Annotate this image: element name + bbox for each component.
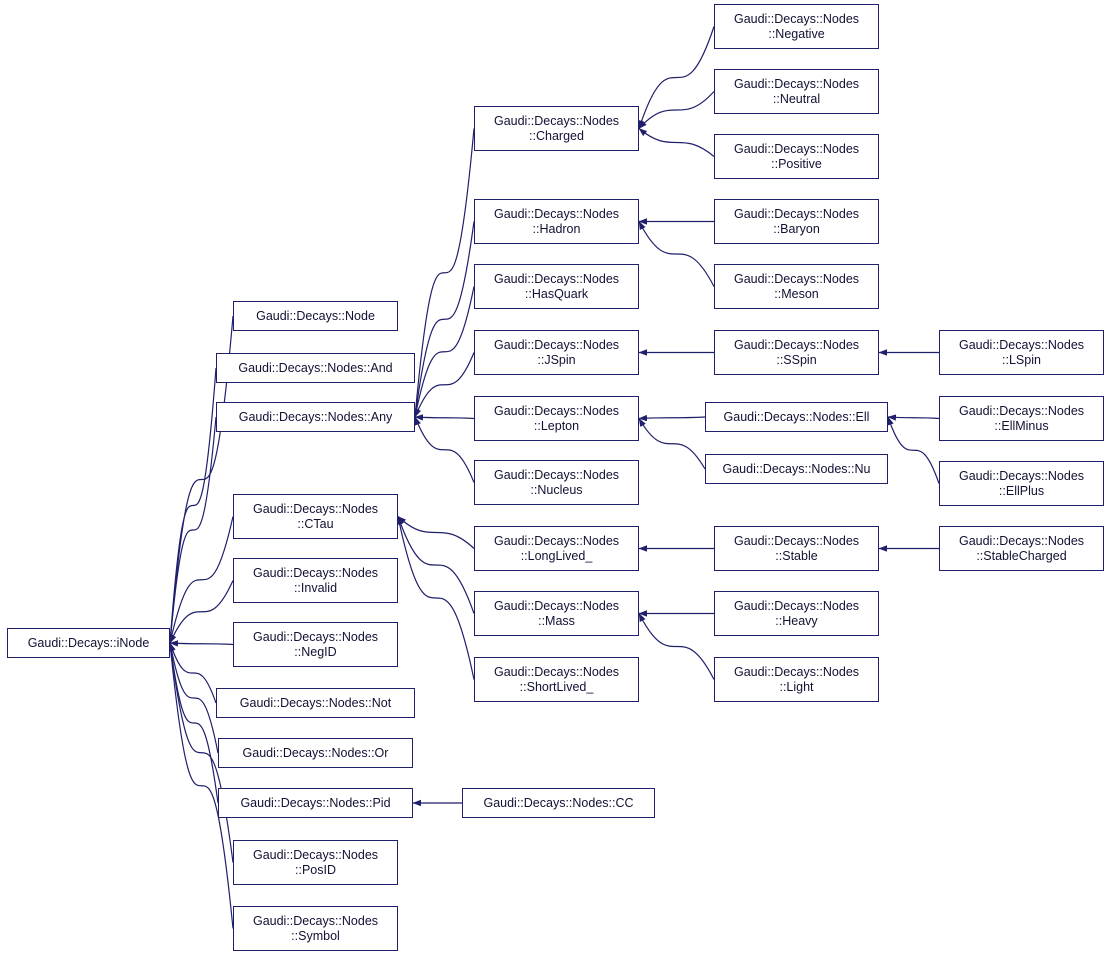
- class-node-sspin[interactable]: [714, 330, 879, 375]
- class-node-light[interactable]: [714, 657, 879, 702]
- class-node-invalid[interactable]: [233, 558, 398, 603]
- inheritance-edge: [170, 368, 216, 643]
- class-node-stablecharged[interactable]: [939, 526, 1104, 571]
- class-node-neutral[interactable]: [714, 69, 879, 114]
- class-node-label: Gaudi::Decays::Nodes: [493, 404, 620, 418]
- class-node-label: ::Baryon: [773, 221, 820, 236]
- class-node-label: ::JSpin: [537, 352, 576, 367]
- class-node-posid[interactable]: [233, 840, 398, 885]
- class-node-label: Gaudi::Decays::Nodes::Ell: [723, 409, 870, 424]
- class-node-ellplus[interactable]: [939, 461, 1104, 506]
- class-node-label: Gaudi::Decays::Nodes: [958, 469, 1085, 483]
- inheritance-edge: [170, 581, 233, 644]
- inheritance-edge: [888, 417, 939, 484]
- class-node-label: Gaudi::Decays::Nodes: [493, 468, 620, 482]
- class-node-label: ::Meson: [774, 286, 819, 301]
- class-node-negative[interactable]: [714, 4, 879, 49]
- class-node-hasquark[interactable]: [474, 264, 639, 309]
- class-node-node[interactable]: [233, 301, 398, 331]
- class-node-label: ::Neutral: [772, 91, 821, 106]
- class-node-label: ::LongLived_: [520, 548, 593, 563]
- class-node-longlived[interactable]: [474, 526, 639, 571]
- class-node-label: ::Light: [779, 679, 814, 694]
- class-node-baryon[interactable]: [714, 199, 879, 244]
- class-node-label: ::CTau: [297, 516, 334, 531]
- class-node-label: ::Lepton: [533, 418, 580, 433]
- class-node-label: Gaudi::Decays::Nodes::Or: [242, 745, 389, 760]
- class-node-label: ::EllPlus: [998, 483, 1045, 498]
- class-node-lepton[interactable]: [474, 396, 639, 441]
- inheritance-edge: [639, 614, 714, 680]
- class-node-label: ::HasQuark: [524, 286, 589, 301]
- class-node-label: ::EllMinus: [994, 418, 1049, 433]
- inheritance-edge: [170, 643, 218, 803]
- class-node-pid[interactable]: [218, 788, 413, 818]
- class-node-label: Gaudi::Decays::Nodes: [493, 338, 620, 352]
- class-node-charged[interactable]: [474, 106, 639, 151]
- class-node-label: Gaudi::Decays::Nodes: [733, 665, 860, 679]
- inheritance-edge: [415, 287, 474, 418]
- class-node-label: Gaudi::Decays::iNode: [27, 635, 150, 650]
- class-node-mass[interactable]: [474, 591, 639, 636]
- class-node-label: ::Positive: [771, 156, 822, 171]
- class-node-label: Gaudi::Decays::Nodes: [958, 534, 1085, 548]
- class-node-label: Gaudi::Decays::Nodes::And: [238, 360, 393, 375]
- class-node-label: Gaudi::Decays::Nodes: [733, 207, 860, 221]
- class-node-label: ::Symbol: [291, 928, 340, 943]
- inheritance-edge: [639, 419, 705, 470]
- class-node-or[interactable]: [218, 738, 413, 768]
- class-node-label: Gaudi::Decays::Nodes: [252, 502, 379, 516]
- class-node-label: Gaudi::Decays::Nodes: [733, 142, 860, 156]
- class-node-not[interactable]: [216, 688, 415, 718]
- class-node-label: Gaudi::Decays::Nodes: [733, 338, 860, 352]
- class-node-any[interactable]: [216, 402, 415, 432]
- class-node-label: Gaudi::Decays::Node: [256, 308, 375, 323]
- class-node-positive[interactable]: [714, 134, 879, 179]
- class-node-label: Gaudi::Decays::Nodes: [493, 114, 620, 128]
- class-node-inode[interactable]: [7, 628, 170, 658]
- class-node-label: Gaudi::Decays::Nodes::CC: [483, 795, 634, 810]
- inheritance-edge: [415, 417, 474, 419]
- class-node-label: Gaudi::Decays::Nodes: [733, 534, 860, 548]
- class-node-nu[interactable]: [705, 454, 888, 484]
- inheritance-edge: [639, 27, 714, 129]
- inheritance-edge: [170, 643, 233, 645]
- class-node-heavy[interactable]: [714, 591, 879, 636]
- class-node-jspin[interactable]: [474, 330, 639, 375]
- class-node-ctau[interactable]: [233, 494, 398, 539]
- class-node-ellminus[interactable]: [939, 396, 1104, 441]
- class-node-label: ::NegID: [294, 644, 337, 659]
- class-node-negid[interactable]: [233, 622, 398, 667]
- class-node-and[interactable]: [216, 353, 415, 383]
- class-node-label: ::LSpin: [1002, 352, 1041, 367]
- inheritance-edge: [639, 129, 714, 157]
- class-node-label: Gaudi::Decays::Nodes: [252, 630, 379, 644]
- class-node-label: ::Hadron: [532, 221, 581, 236]
- class-node-label: ::Negative: [768, 26, 825, 41]
- class-node-label: ::SSpin: [776, 352, 817, 367]
- class-node-label: Gaudi::Decays::Nodes: [733, 12, 860, 26]
- inheritance-edge: [415, 222, 474, 418]
- class-node-hadron[interactable]: [474, 199, 639, 244]
- class-node-label: Gaudi::Decays::Nodes: [493, 207, 620, 221]
- class-node-label: Gaudi::Decays::Nodes: [493, 534, 620, 548]
- inheritance-edge: [170, 517, 233, 644]
- class-node-ell[interactable]: [705, 402, 888, 432]
- inheritance-edge: [170, 417, 216, 643]
- class-node-label: ::StableCharged: [976, 548, 1067, 563]
- class-node-label: Gaudi::Decays::Nodes: [493, 665, 620, 679]
- class-node-label: Gaudi::Decays::Nodes: [733, 599, 860, 613]
- class-node-label: Gaudi::Decays::Nodes: [733, 77, 860, 91]
- class-node-label: Gaudi::Decays::Nodes: [958, 404, 1085, 418]
- inheritance-edge: [398, 517, 474, 614]
- class-node-label: ::ShortLived_: [519, 679, 594, 694]
- inheritance-edge: [170, 643, 216, 703]
- class-node-meson[interactable]: [714, 264, 879, 309]
- inheritance-edge: [639, 222, 714, 287]
- class-node-label: Gaudi::Decays::Nodes: [733, 272, 860, 286]
- class-node-shortlived[interactable]: [474, 657, 639, 702]
- inheritance-edge: [888, 417, 939, 419]
- inheritance-edge: [398, 517, 474, 680]
- inheritance-edge: [639, 417, 705, 419]
- class-node-label: Gaudi::Decays::Nodes: [493, 599, 620, 613]
- class-node-label: Gaudi::Decays::Nodes::Nu: [722, 461, 871, 476]
- class-node-label: ::Heavy: [775, 613, 818, 628]
- inheritance-edge: [639, 92, 714, 129]
- class-node-label: ::Invalid: [293, 580, 338, 595]
- inheritance-edge: [415, 353, 474, 418]
- class-node-nucleus[interactable]: [474, 460, 639, 505]
- inheritance-edge: [415, 417, 474, 483]
- inheritance-edge: [398, 517, 474, 549]
- class-node-label: ::Nucleus: [530, 482, 583, 497]
- inheritance-edge: [415, 129, 474, 418]
- class-node-symbol[interactable]: [233, 906, 398, 951]
- class-node-label: Gaudi::Decays::Nodes: [958, 338, 1085, 352]
- inheritance-edge: [170, 643, 233, 929]
- class-node-label: Gaudi::Decays::Nodes::Pid: [240, 795, 391, 810]
- class-node-label: Gaudi::Decays::Nodes::Not: [239, 695, 392, 710]
- class-node-stable[interactable]: [714, 526, 879, 571]
- class-node-label: ::Mass: [538, 613, 575, 628]
- class-node-label: Gaudi::Decays::Nodes: [493, 272, 620, 286]
- class-node-cc[interactable]: [462, 788, 655, 818]
- class-node-lspin[interactable]: [939, 330, 1104, 375]
- class-node-label: Gaudi::Decays::Nodes: [252, 566, 379, 580]
- inheritance-edge: [170, 643, 218, 753]
- class-node-label: Gaudi::Decays::Nodes: [252, 914, 379, 928]
- class-node-label: ::Charged: [529, 128, 584, 143]
- class-node-label: Gaudi::Decays::Nodes::Any: [238, 409, 393, 424]
- class-node-label: Gaudi::Decays::Nodes: [252, 848, 379, 862]
- class-node-label: ::Stable: [775, 548, 818, 563]
- class-node-label: ::PosID: [295, 862, 336, 877]
